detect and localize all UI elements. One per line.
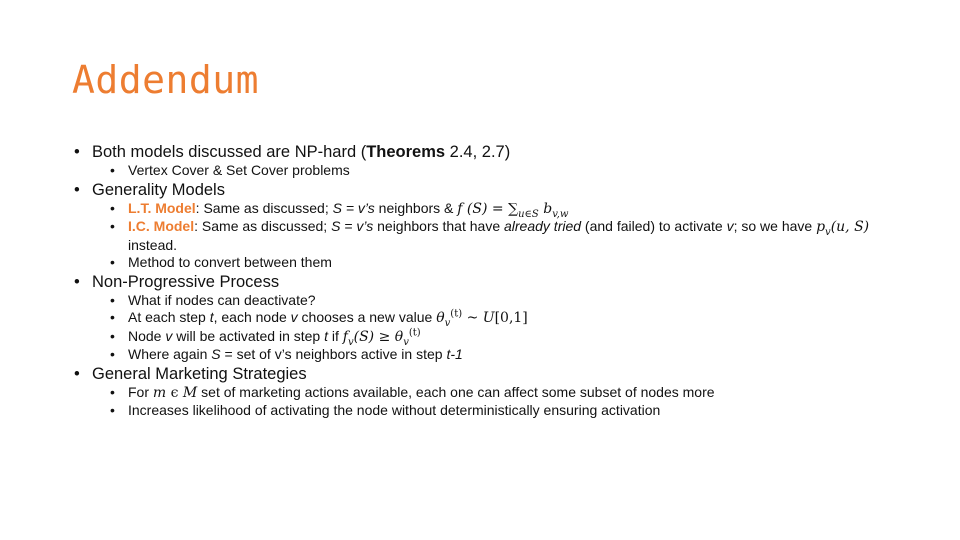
sub-bullet-likelihood: • Increases likelihood of activating the node without deterministically ensuring activation	[110, 402, 894, 420]
sub-list	[110, 200, 894, 272]
sub-list	[110, 292, 894, 364]
bullet-list	[74, 142, 894, 420]
sub-bullet-ic-model: • I.C. Model: Same as discussed; S = v’s neighbors that have already tried (and failed) to activate v; so we have $p_v(u$, S) instead.	[110, 218, 894, 254]
sub-bullet-marketing-actions: • For m ϵ M set of marketing actions available, each one can affect some subset of nodes more	[110, 384, 894, 403]
bullet-marketing: • General Marketing Strategies • For m ϵ M set of marketing actions available, each one can affect some subset of nodes more • Increases likelihood of activating the node without deterministically ensuring activation	[74, 364, 894, 420]
sub-bullet-convert: • Method to convert between them	[110, 254, 894, 272]
sub-bullet-deactivate: • What if nodes can deactivate?	[110, 292, 894, 310]
slide-title: Addendum	[72, 58, 260, 102]
bullet-np-hard: • Both models discussed are NP-hard (Theorems 2.4, 2.7) • Vertex Cover & Set Cover problems	[74, 142, 894, 180]
sub-bullet-each-step: • At each step t, each node v chooses a new value $\theta_v^{(t)}$ ~ U[0,1]	[110, 309, 894, 328]
sub-bullet-vertex-cover: • Vertex Cover & Set Cover problems	[110, 162, 894, 180]
slide-content	[74, 142, 894, 420]
bullet-generality-models: • Generality Models • L.T. Model: Same as discussed; S = v’s neighbors & f $(S) = \sum_{u\in S}$ $b_{v,w}$ • I.C. Model: Same as discussed; S = v’s neighbors that have already tried (and failed) to activate v; so we have $p_v(u$, S) instead. • Method to convert between them	[74, 180, 894, 272]
bullet-non-progressive: • Non-Progressive Process • What if nodes can deactivate? • At each step t, each node v chooses a new value $\theta_v^{(t)}$ ~ U[0,1] • Node v will be activated in step t if $f_v(S) \ge \theta_v^{(t)}$ • Where again S = set of v’s neighbors active in step t-1	[74, 272, 894, 364]
sub-list	[110, 384, 894, 420]
sub-bullet-lt-model: • L.T. Model: Same as discussed; S = v’s neighbors & f $(S) = \sum_{u\in S}$ $b_{v,w}$	[110, 200, 894, 219]
sub-bullet-where-again: • Where again S = set of v’s neighbors active in step t-1	[110, 346, 894, 364]
sub-bullet-activated: • Node v will be activated in step t if $f_v(S) \ge \theta_v^{(t)}$	[110, 328, 894, 347]
sub-list	[110, 162, 894, 180]
